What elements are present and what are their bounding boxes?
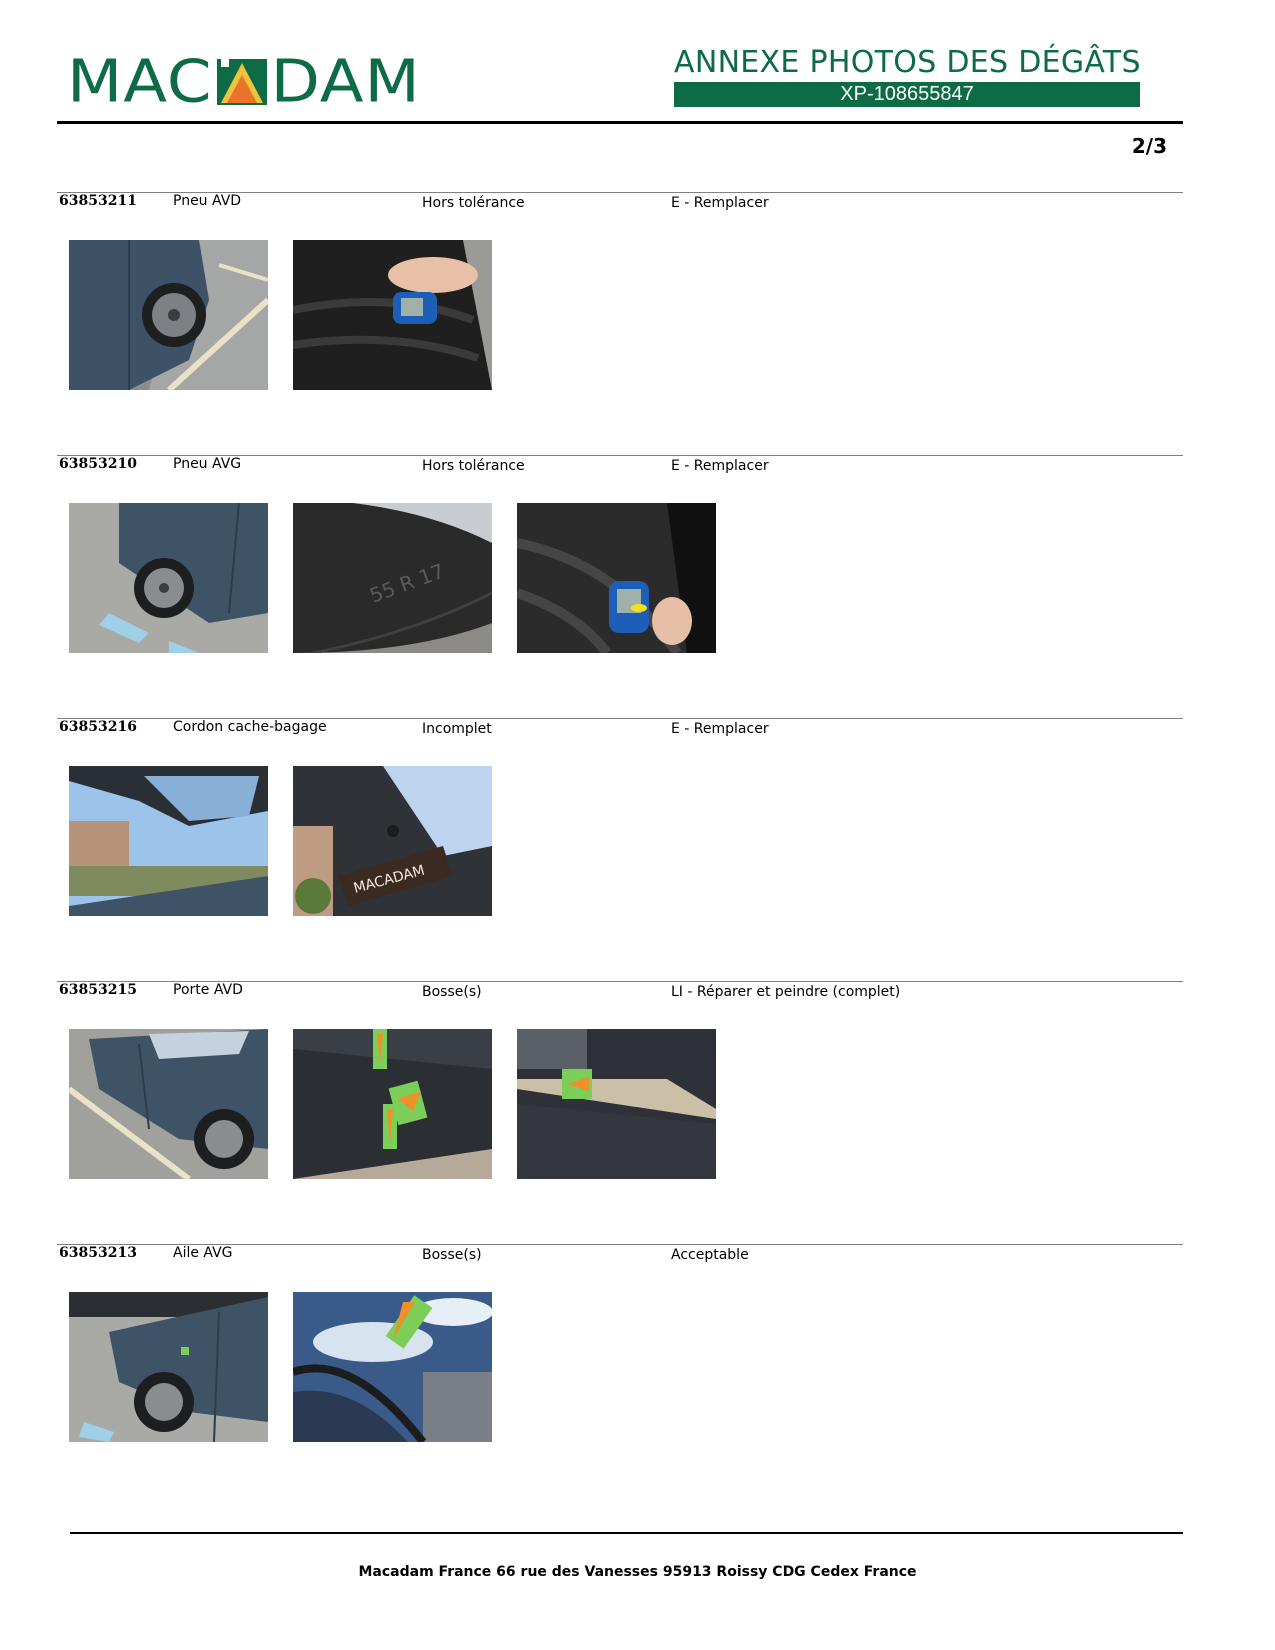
- car-front-left-wheel-photo[interactable]: [69, 503, 268, 653]
- item-damage: Hors tolérance: [422, 195, 525, 211]
- item-id: 63853211: [59, 193, 137, 209]
- tyre-depth-gauge-photo[interactable]: [517, 503, 716, 653]
- photo-strip: [69, 1292, 492, 1442]
- tyre-depth-gauge-photo[interactable]: [293, 240, 492, 390]
- damage-item: [57, 1244, 1183, 1494]
- tailgate-corner-photo[interactable]: [293, 766, 492, 916]
- car-side-door-photo[interactable]: [69, 1029, 268, 1179]
- svg-text:MACADAM: MACADAM: [351, 862, 427, 897]
- item-action: LI - Réparer et peindre (complet): [671, 984, 901, 1000]
- document-title-block: [674, 46, 1140, 107]
- door-dent-markers-photo[interactable]: [293, 1029, 492, 1179]
- macadam-logo: [67, 47, 421, 117]
- logo-text-left: MAC: [67, 47, 213, 117]
- logo-text-right: DAM: [270, 47, 421, 117]
- item-id: 63853213: [59, 1245, 137, 1261]
- car-front-wheel-photo[interactable]: [69, 240, 268, 390]
- item-damage: Incomplet: [422, 721, 492, 737]
- page-number: 2/3: [1131, 134, 1167, 158]
- item-id: 63853216: [59, 719, 137, 735]
- damage-item: [57, 455, 1183, 705]
- damage-item: [57, 192, 1183, 442]
- item-part: Pneu AVD: [173, 193, 242, 209]
- item-part: Cordon cache-bagage: [173, 719, 327, 735]
- item-part: Porte AVD: [173, 982, 243, 998]
- car-front-wing-photo[interactable]: [69, 1292, 268, 1442]
- photo-strip: [69, 1029, 716, 1179]
- damage-item: [57, 981, 1183, 1231]
- item-damage: Bosse(s): [422, 1247, 482, 1263]
- item-part: Aile AVG: [173, 1245, 233, 1261]
- page-header: [57, 40, 1182, 124]
- item-id: 63853210: [59, 456, 137, 472]
- item-action: E - Remplacer: [671, 721, 769, 737]
- wing-dent-marker-photo[interactable]: [293, 1292, 492, 1442]
- item-action: E - Remplacer: [671, 458, 769, 474]
- document-title: ANNEXE PHOTOS DES DÉGÂTS: [674, 45, 1141, 80]
- photo-strip: [69, 240, 492, 390]
- logo-triangle-mark: [215, 55, 269, 109]
- item-action: E - Remplacer: [671, 195, 769, 211]
- item-part: Pneu AVG: [173, 456, 242, 472]
- door-dent-marker-photo[interactable]: [517, 1029, 716, 1179]
- footer-divider: [70, 1532, 1183, 1534]
- tyre-sidewall-photo[interactable]: [293, 503, 492, 653]
- photo-strip: [69, 766, 492, 916]
- item-id: 63853215: [59, 982, 137, 998]
- svg-text:55 R 17: 55 R 17: [366, 558, 448, 608]
- footer-address: Macadam France 66 rue des Vanesses 95913 Roissy CDG Cedex France: [358, 1564, 917, 1580]
- file-reference: XP-108655847: [674, 82, 1140, 107]
- photo-strip: [69, 503, 716, 653]
- item-action: Acceptable: [671, 1247, 749, 1263]
- item-damage: Hors tolérance: [422, 458, 525, 474]
- open-tailgate-photo[interactable]: [69, 766, 268, 916]
- item-damage: Bosse(s): [422, 984, 482, 1000]
- header-divider: [57, 121, 1183, 124]
- damage-item: [57, 718, 1183, 968]
